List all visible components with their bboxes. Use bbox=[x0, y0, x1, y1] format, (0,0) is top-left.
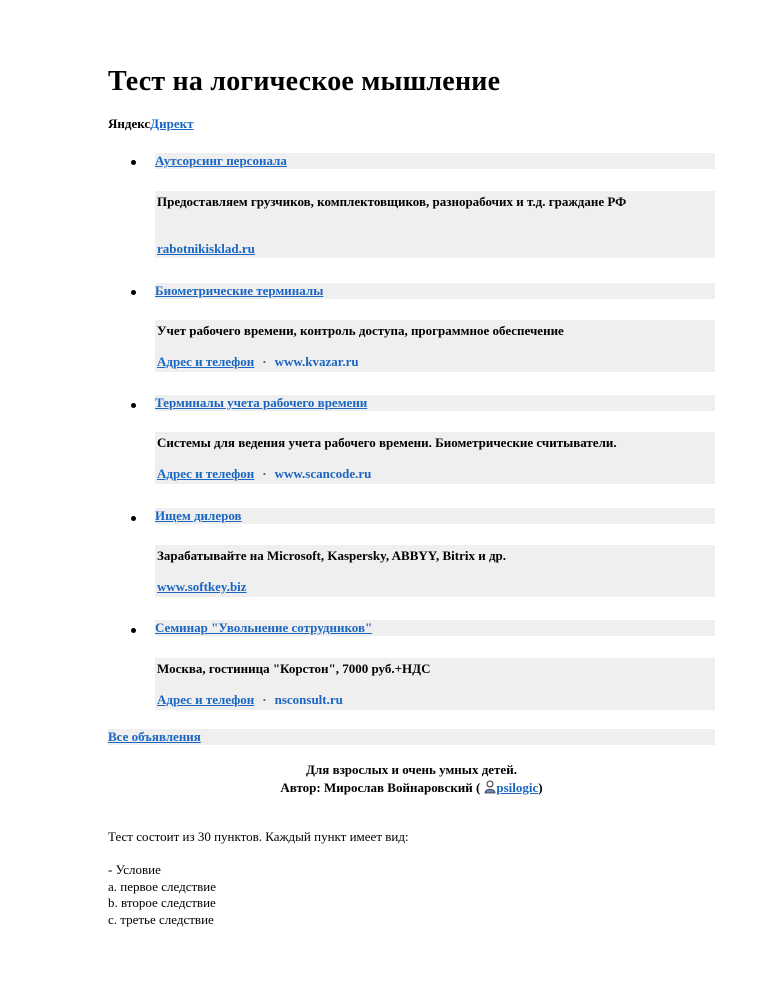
page-title: Тест на логическое мышление bbox=[108, 66, 501, 97]
ad-url-link[interactable]: rabotnikisklad.ru bbox=[157, 241, 255, 256]
ad-title-link[interactable]: Терминалы учета рабочего времени bbox=[155, 395, 368, 410]
bullet-icon bbox=[131, 628, 136, 633]
ad-links bbox=[157, 579, 247, 595]
author-suffix: ) bbox=[538, 780, 543, 795]
ad-body bbox=[155, 658, 715, 710]
ad-title bbox=[155, 395, 715, 411]
author-line bbox=[108, 780, 715, 796]
link-separator: · bbox=[262, 466, 267, 481]
bullet-icon bbox=[131, 403, 136, 408]
ad-links bbox=[157, 241, 255, 257]
ad-url-link[interactable]: www.softkey.biz bbox=[157, 579, 247, 594]
ad-text: Системы для ведения учета рабочего времени. Биометрические считыватели. bbox=[157, 435, 617, 450]
ad-text: Предоставляем грузчиков, комплектовщиков, разнорабочих и т.д. граждане РФ bbox=[157, 194, 627, 209]
ad-title-link[interactable]: Аутсорсинг персонала bbox=[155, 153, 287, 168]
format-line: c. третье следствие bbox=[108, 912, 214, 927]
ad-address-link[interactable]: Адрес и телефон bbox=[157, 692, 255, 707]
ad-text: Зарабатывайте на Microsoft, Kaspersky, ABBYY, Bitrix и др. bbox=[157, 548, 507, 563]
ad-body bbox=[155, 191, 715, 258]
ad-links bbox=[157, 354, 359, 370]
ad-title bbox=[155, 508, 715, 524]
author-prefix: Автор: Мирослав Войнаровский ( bbox=[280, 780, 481, 795]
ad-url-link[interactable]: www.scancode.ru bbox=[274, 466, 372, 481]
ad-title bbox=[155, 283, 715, 299]
ad-title-link[interactable]: Биометрические терминалы bbox=[155, 283, 324, 298]
ad-title-link[interactable]: Ищем дилеров bbox=[155, 508, 242, 523]
ad-title bbox=[155, 153, 715, 169]
link-separator: · bbox=[262, 354, 267, 369]
all-ads-link[interactable]: Все объявления bbox=[108, 729, 201, 744]
ad-links bbox=[157, 466, 371, 482]
bullet-icon bbox=[131, 516, 136, 521]
user-icon bbox=[484, 780, 496, 794]
ad-address-link[interactable]: Адрес и телефон bbox=[157, 354, 255, 369]
ad-body bbox=[155, 545, 715, 597]
subtitle: Для взрослых и очень умных детей. bbox=[306, 762, 517, 777]
ad-url-link[interactable]: www.kvazar.ru bbox=[274, 354, 359, 369]
all-ads-bar bbox=[108, 729, 715, 745]
format-line: - Условие bbox=[108, 862, 161, 877]
yandex-label: Яндекс bbox=[108, 116, 151, 131]
intro-text: Тест состоит из 30 пунктов. Каждый пункт имеет вид: bbox=[108, 829, 409, 844]
ad-title-link[interactable]: Семинар "Увольнение сотрудников" bbox=[155, 620, 373, 635]
ad-body bbox=[155, 320, 715, 372]
ad-text: Учет рабочего времени, контроль доступа, программное обеспечение bbox=[157, 323, 564, 338]
format-line: b. второе следствие bbox=[108, 895, 216, 910]
author-link[interactable]: psilogic bbox=[496, 780, 539, 795]
bullet-icon bbox=[131, 290, 136, 295]
ad-body bbox=[155, 432, 715, 484]
link-separator: · bbox=[262, 692, 267, 707]
format-line: a. первое следствие bbox=[108, 879, 217, 894]
ad-url-link[interactable]: nsconsult.ru bbox=[274, 692, 343, 707]
ad-address-link[interactable]: Адрес и телефон bbox=[157, 466, 255, 481]
bullet-icon bbox=[131, 160, 136, 165]
ad-links bbox=[157, 692, 343, 708]
ad-title bbox=[155, 620, 715, 636]
ad-text: Москва, гостиница "Корстон", 7000 руб.+НДС bbox=[157, 661, 431, 676]
yandex-direct-label bbox=[108, 116, 193, 132]
direct-link[interactable]: Директ bbox=[150, 116, 194, 131]
